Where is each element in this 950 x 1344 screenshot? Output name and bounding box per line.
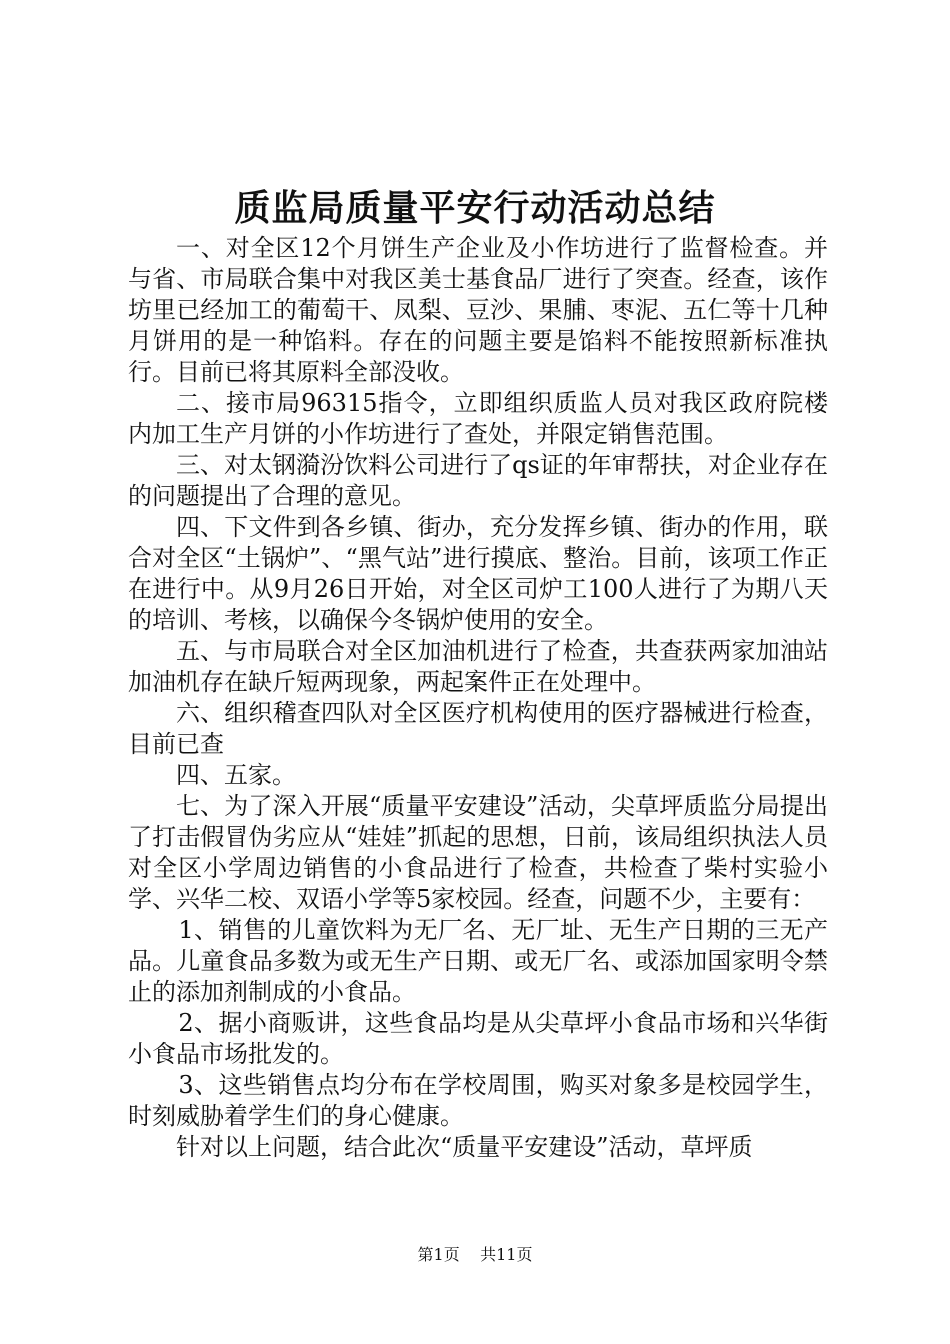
page-footer <box>0 1244 950 1266</box>
list-item-2: 2、据小商贩讲，这些食品均是从尖草坪小食品市场和兴华街小食品市场批发的。 <box>128 1009 828 1068</box>
list-item-3: 3、这些销售点均分布在学校周围，购买对象多是校园学生，时刻威胁着学生们的身心健康。 <box>128 1071 828 1130</box>
paragraph-4: 四、下文件到各乡镇、街办，充分发挥乡镇、街办的作用，联合对全区“土锅炉”、“黑气站”进行摸底、整治。目前，该项工作正在进行中。从9月26日开始，对全区司炉工100人进行了为期八天的培训、考核，以确保今冬锅炉使用的安全。 <box>128 513 828 634</box>
document-title: 质监局质量平安行动活动总结 <box>234 187 716 229</box>
document-body <box>128 233 828 1163</box>
paragraph-6: 六、组织稽查四队对全区医疗机构使用的医疗器械进行检查，目前已查 <box>128 699 828 758</box>
paragraph-5: 五、与市局联合对全区加油机进行了检查，共查获两家加油站加油机存在缺斤短两现象，两起案件正在处理中。 <box>128 637 828 696</box>
paragraph-7: 四、五家。 <box>176 761 296 789</box>
list-item-1: 1、销售的儿童饮料为无厂名、无厂址、无生产日期的三无产品。儿童食品多数为或无生产日期、或无厂名、或添加国家明令禁止的添加剂制成的小食品。 <box>128 916 828 1006</box>
paragraph-1: 一、对全区12个月饼生产企业及小作坊进行了监督检查。并与省、市局联合集中对我区美士基食品厂进行了突查。经查，该作坊里已经加工的葡萄干、凤梨、豆沙、果脯、枣泥、五仁等十几种月饼用的是一种馅料。存在的问题主要是馅料不能按照新标准执行。目前已将其原料全部没收。 <box>128 234 828 386</box>
page-total: 共11页 <box>480 1245 533 1264</box>
page-number: 第1页 <box>417 1245 460 1264</box>
paragraph-2: 二、接市局96315指令，立即组织质监人员对我区政府院楼内加工生产月饼的小作坊进行了查处，并限定销售范围。 <box>128 389 828 448</box>
paragraph-8: 七、为了深入开展“质量平安建设”活动，尖草坪质监分局提出了打击假冒伪劣应从“娃娃”抓起的思想，日前，该局组织执法人员对全区小学周边销售的小食品进行了检查，共检查了柴村实验小学、兴华二校、双语小学等5家校园。经查，问题不少，主要有： <box>128 792 828 913</box>
footer-gap <box>465 1245 475 1264</box>
paragraph-3: 三、对太钢漪汾饮料公司进行了qs证的年审帮扶，对企业存在的问题提出了合理的意见。 <box>128 451 828 510</box>
paragraph-9: 针对以上问题，结合此次“质量平安建设”活动，草坪质 <box>176 1133 753 1161</box>
